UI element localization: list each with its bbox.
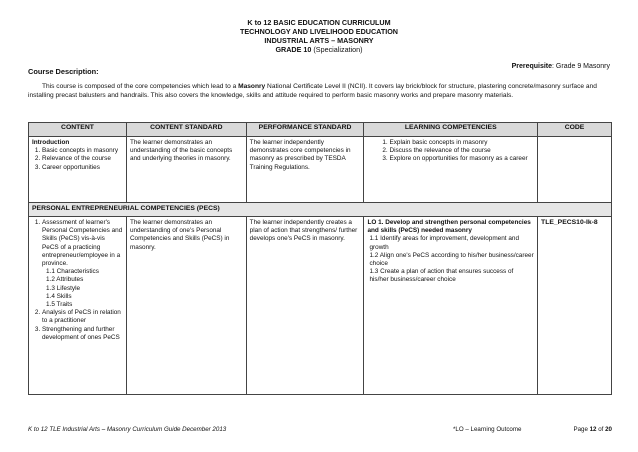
col-header-content-standard: CONTENT STANDARD [126,123,246,137]
col-header-content: CONTENT [29,123,127,137]
table-header-row [29,123,612,137]
list-item: 3. Explore on opportunities for masonry as a career [389,155,534,163]
intro-code [538,137,612,203]
table-row [29,217,612,395]
list-item: 2. Analysis of PeCS in relation to a practitioner [42,309,123,325]
intro-content-standard: The learner demonstrates an understanding of the basic concepts and underlying theories in masonry. [126,137,246,203]
list-item [42,219,123,309]
description-part-2: National Certificate Level II (NCII). It covers lay brick/block for structure, plastering concrete/masonry surface and installing precast balusters and handrails. This also covers the knowledge, skills and attitude required to perform basic masonry works and prepare masonry materials. [28,83,597,99]
col-header-code: CODE [538,123,612,137]
document-header [0,18,638,54]
list-item: 1.3 Lifestyle [46,284,81,292]
list-item: 1. Basic concepts in masonry [42,147,123,155]
grade-label: GRADE 10 [275,45,312,54]
list-item: 1.5 Traits [46,301,73,309]
header-grade [0,45,638,54]
page-current: 12 [589,426,597,433]
col-header-learning-competencies: LEARNING COMPETENCIES [364,123,538,137]
list-item: 3. Career opportunities [42,164,123,172]
pecs-sub-items [42,268,123,309]
pecs-performance-standard: The learner independently creates a plan of action that strengthens/ further develops one's PeCS in masonry. [246,217,364,395]
section-title-pecs: PERSONAL ENTREPRENEURIAL COMPETENCIES (PECS) [29,203,612,217]
course-description-label: Course Description: [28,67,99,76]
grade-specialization: (Specialization) [313,45,363,54]
list-item: 2. Relevance of the course [42,155,123,163]
list-item: 1.4 Skills [46,292,72,300]
header-line-2: TECHNOLOGY AND LIVELIHOOD EDUCATION [240,27,398,36]
pecs-code: TLE_PECS10-Ik-8 [538,217,612,395]
list-item: 1.3 Create a plan of action that ensures success of his/her business/career choice [369,268,514,284]
list-item: 3. Strengthening and further development of ones PeCS [42,326,123,342]
pecs-content-standard: The learner demonstrates an understanding of one's Personal Competencies and Skills (PeCS) in masonry. [126,217,246,395]
list-item: 1.1 Characteristics [46,268,99,276]
intro-title: Introduction [32,139,70,146]
lo-items [367,235,534,284]
footer-lo-note: *LO – Learning Outcome [453,426,522,433]
section-row [29,203,612,217]
col-header-performance-standard: PERFORMANCE STANDARD [246,123,364,137]
pecs-competencies-cell [364,217,538,395]
pecs-content-item-1: Assessment of learner's Personal Competencies and Skills (PeCS) vis-à-vis PeCS of a practicing entrepreneur/employee in a province. [42,219,123,268]
list-item: 1.2 Align one's PeCS according to his/her business/career choice [369,251,534,268]
prerequisite-value: : Grade 9 Masonry [552,63,610,70]
intro-content-cell [29,137,127,203]
footer-document-title: K to 12 TLE Industrial Arts – Masonry Curriculum Guide December 2013 [28,426,227,433]
table-row [29,137,612,203]
prerequisite-label: Prerequisite [511,63,553,70]
page-total: 20 [605,426,612,433]
pecs-content-cell [29,217,127,395]
intro-performance-standard: The learner independently demonstrates core competencies in masonry as prescribed by TESDA Training Regulations. [246,137,364,203]
header-line-3: INDUSTRIAL ARTS – MASONRY [264,36,374,45]
page-prefix: Page [573,426,590,433]
list-item: 1.1 Identify areas for improvement, development and growth [369,235,520,251]
course-description-text [28,82,612,100]
curriculum-table [28,122,612,395]
header-line-1: K to 12 BASIC EDUCATION CURRICULUM [247,18,391,27]
page-of: of [596,426,606,433]
learning-outcome-title: LO 1. Develop and strengthen personal competencies and skills (PeCS) needed masonry [367,219,531,235]
intro-competencies-cell [364,137,538,203]
description-part-1: This course is composed of the core competencies which lead to a [42,83,239,90]
list-item: 1.2 Attributes [46,276,84,284]
list-item: 2. Discuss the relevance of the course [389,147,534,155]
list-item: 1. Explain basic concepts in masonry [389,139,534,147]
prerequisite [512,63,610,70]
footer-page-number [573,426,612,433]
description-bold: Masonry [238,83,266,90]
